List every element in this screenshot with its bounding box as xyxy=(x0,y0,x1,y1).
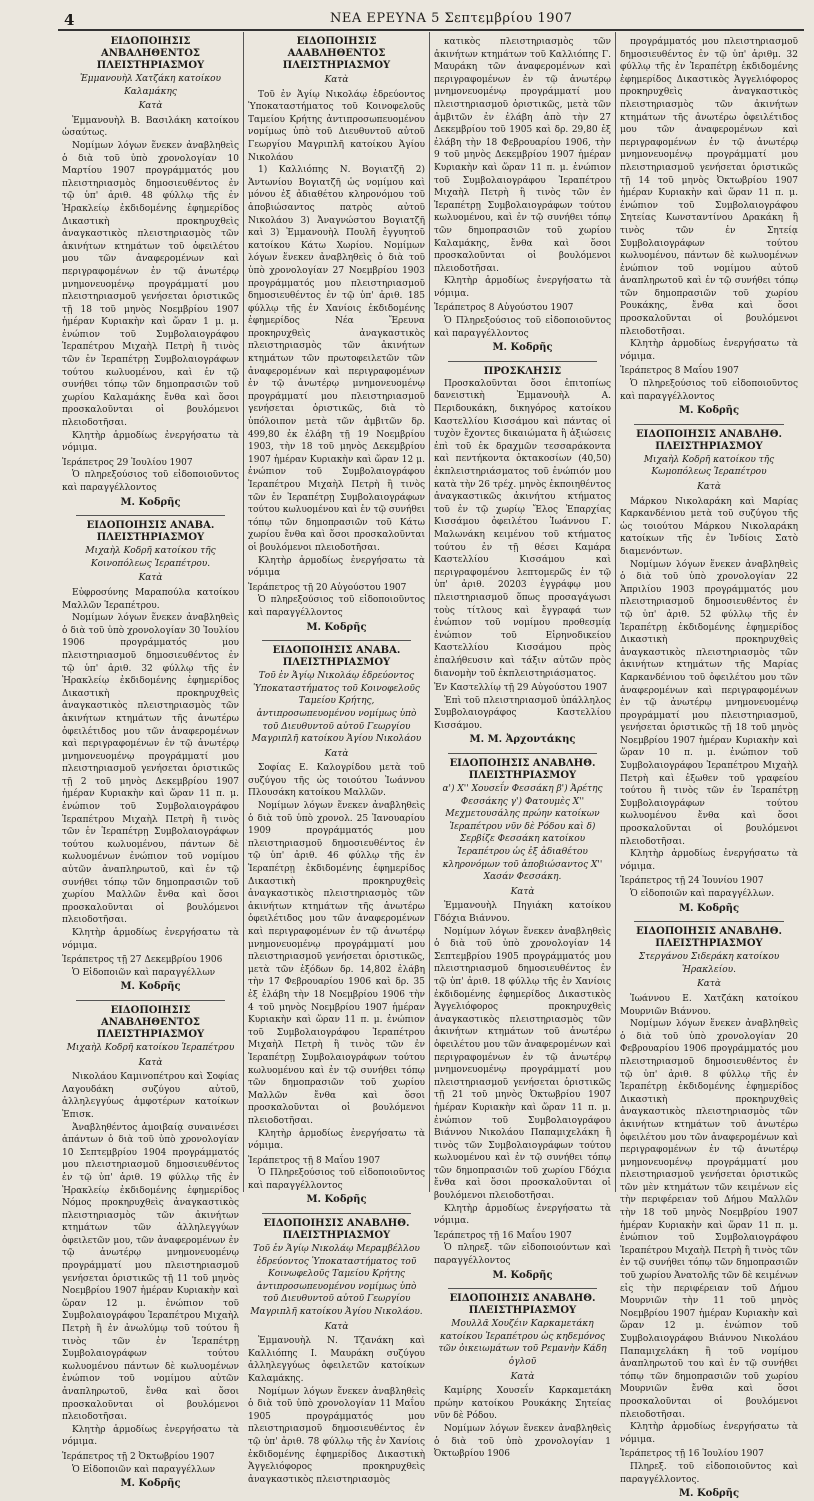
notice-signature: Μ. Κοδρῆς xyxy=(492,1269,553,1281)
notice-closing: Κλητὴρ ἁρμοδίως ἐνεργήσατω τὰ νόμιμα. xyxy=(434,1203,611,1227)
notice xyxy=(248,645,425,1207)
notice-title: ΕΙΔΟΠΟΙΗΣΙΣ ΑΝΑΒΑ. ΠΛΕΙΣΤΗΡΙΑΣΜΟΥ xyxy=(86,520,215,544)
notice-title: ΕΙΔΟΠΟΙΗΣΙΣ ΑΝΑΒΛΗΘ. ΠΛΕΙΣΤΗΡΙΑΣΜΟΥ xyxy=(636,926,782,950)
notice-separator xyxy=(448,753,597,754)
notice xyxy=(620,429,798,915)
notice-signature: Μ. Κοδρῆς xyxy=(306,1194,367,1206)
columns-container xyxy=(58,32,804,1500)
notice-date: Ἱεράπετρος τῇ 16 Ἰουλίου 1907 xyxy=(620,1449,764,1460)
notice-signature: Μ. Κοδρῆς xyxy=(678,405,740,417)
notice-attestation: Πληρεξ. τοῦ εἰδοποιοῦντος καὶ παραγγέλλοντος. xyxy=(620,1461,798,1485)
notice-kata: Κατὰ xyxy=(138,573,163,584)
masthead: ΝΕΑ ΕΡΕΥΝΑ 5 Σεπτεμβρίου 1907 xyxy=(330,11,573,26)
page-number: 4 xyxy=(64,11,75,29)
notice-closing: Κλητὴρ ἁρμοδίως ἐνεργήσατω τὰ νόμιμα. xyxy=(620,849,798,872)
notice-attestation: Ὁ εἰδοποιῶν καὶ παραγγέλλων. xyxy=(630,889,775,899)
notice-party: Ἐμμανουὴλ Πηγιάκη κατοίκου Γδόχια Βιάννου. xyxy=(434,901,611,924)
notice-body: Νομίμων λόγων ἕνεκεν ἀναβληθεὶς ὁ διὰ τοῦ ὑπὸ χρονολογίαν 11 Μαΐου 1905 προγράμματός μου πλειστηριασμοῦ δημοσιευθέντος ἐν τῷ ὑπ' ἀριθ. 78 φύλλῳ τῆς ἐν Χανίοις ἐκδιδομένης ἐφημερίδος Δικαστικὴ Ἀγγελιόφορος προκηρυχθεὶς ἀναγκαστικὸς πλειστηριασμὸς xyxy=(248,1386,425,1485)
notice-subtitle: Τοῦ ἐν Ἁγίῳ Νικολάῳ Μεραμβέλλου ἑδρεύοντος Ὑποκαταστήματος τοῦ Κοινωφελοῦς Ταμείου Κρήτης ἀντιπροσωπευομένου νομίμως ὑπὸ τοῦ Διευθυντοῦ αὐτοῦ Γεωργίου Μαγριπλῆ κατοίκου Ἁγίου Νικολάου. xyxy=(250,1244,423,1318)
notice-kata: Κατὰ xyxy=(324,75,349,85)
notice-body: κατικὸς πλειστηριασμὸς τῶν ἀκινήτων κτημάτων τοῦ Καλλιόπης Γ. Μαυράκη τῶν ἀναφερομένων καὶ περιγραφομένων ἐν τῷ ἀνωτέρῳ μνημονευομένῳ προγράμματί μου πλειστηριασμοῦ ὁριστικῶς, μετὰ τῶν ἀμβιτῶν ἐν ἐλάβη ἀπὸ τὴν 27 Δεκεμβρίου τοῦ 1905 καὶ δρ. 29,80 ἐξ ἐλάβη τὴν 18 Φεβρουαρίου 1906, τὴν 9 τοῦ μηνὸς Δεκεμβρίου 1907 ἡμέραν Κυριακὴν καὶ ὥραν 11 π. μ. ἐνώπιον τοῦ Συμβολαιογράφου Ἱεραπέτρου Μιχαὴλ Πετρὴ ἢ τινὸς τῶν ἐν Ἱεραπέτρῃ Συμβολαιογράφων τούτου κωλυομένου, καὶ ἐν τῷ συνήθει τόπῳ τῶν δημοπρασιῶν τοῦ χωρίου Καλαμάκης, ἔνθα καὶ ὅσοι προσκαλοῦνται οἱ βουλόμενοι πλειοδοτῆσαι. xyxy=(434,37,611,274)
notice-signature: Μ. Κοδρῆς xyxy=(492,342,553,354)
notice-closing: Κλητὴρ ἁρμοδίως ἐνεργήσατω τὰ νόμιμα xyxy=(248,555,425,579)
notice-closing: Κλητὴρ ἁρμοδίως ἐνεργήσατω τὰ νόμιμα. xyxy=(620,339,798,362)
notice-party: Ἐμμανουὴλ Ν. Τζανάκη καὶ Καλλιόπης Ι. Μαυράκη συζύγου ἀλληλεγγύως ὀφειλετῶν κατοίκων Καλαμάκης. xyxy=(248,1336,425,1384)
notice-date: Ἱεράπετρος τῇ 16 Μαΐου 1907 xyxy=(434,1230,572,1241)
notice-body: Νομίμων λόγων ἕνεκεν ἀναβληθεὶς ὁ διὰ τοῦ ὑπὸ χρονολ. 25 Ἰανουαρίου 1909 προγράμματός μου πλειστηριασμοῦ δημοσιευθέντος ἐν τῷ ὑπ' ἀριθ. 46 φύλλῳ τῆς ἐν Ἱεραπέτρῃ ἐκδιδομένης ἐφημερίδος Δικαστικὴ προκηρυχθεὶς ἀναγκαστικὸς πλειστηριασμὸς τῶν ἀκινήτων κτημάτων τῆς ἀνωτέρω ὀφειλέτιδος μου τῶν ἀναφερομένων καὶ περιγραφομένων ἐν τῷ ἀνωτέρῳ μνημονευομένῳ προγράμματί μου πλειστηριασμοῦ γενήσεται ὁριστικῶς, μετὰ τῶν ἐξόδων δρ. 14,802 ἐλάβη τὴν 17 Φεβρουαρίου 1906 καὶ δρ. 35 ἐξ ἐλάβη τὴν 18 Νοεμβρίου 1906 τὴν 4 τοῦ μηνὸς Νοεμβρίου 1907 ἡμέραν Κυριακὴν καὶ ὥραν 11 π. μ. ἐνώπιον τοῦ Συμβολαιογράφου Ἱεραπέτρου Μιχαὴλ Πετρὴ ἢ τινὸς τῶν ἐν Ἱεραπέτρῃ Συμβολαιογράφων τούτου κωλυομένου καὶ ἐν τῷ συνήθει τόπῳ τῶν δημοπρασιῶν τοῦ χωρίου Μαλλῶν ἔνθα καὶ ὅσοι προσκαλοῦνται οἱ βουλόμενοι πλειοδοτῆσαι. xyxy=(248,801,425,1126)
notice xyxy=(62,1005,239,1491)
notice-date: Ἱεράπετρος 8 Αὐγούστου 1907 xyxy=(434,303,574,314)
notice-body: Νομίμων λόγων ἕνεκεν ἀναβληθεὶς ὁ διὰ τοῦ ὑπὸ χρονολογίαν 14 Σεπτεμβρίου 1905 προγράμματός μου πλειστηριασμοῦ δημοσιευθέντος ἐν τῷ ὑπ' ἀριθ. 18 φύλλῳ τῆς ἐν Χανίοις ἐκδιδομένης ἐφημερίδος Δικαστικὸς Ἀγγελιόφορος προκηρυχθεὶς ἀναγκαστικὸς πλειστηριασμὸς τῶν ἀκινήτων κτημάτων τοῦ ἀνωτέρω ὀφειλέτου μου τῶν ἀναφερομένων καὶ περιγραφομένων ἐν τῷ ἀνωτέρῳ μνημονευομένῳ προγράμματί μου πλειστηριασμοῦ γενήσεται ὁριστικῶς τῇ 21 τοῦ μηνὸς Ὀκτωβρίου 1907 ἡμέραν Κυριακὴν καὶ ὥραν 11 π. μ. ἐνώπιον τοῦ Συμβολαιογράφου Βιάννου Νικολάου Παπαμιχελάκη ἢ τινὸς τῶν Συμβολαιογράφων τούτου κωλυομένου καὶ ἐν τῷ συνήθει τόπῳ τῶν δημοπρασιῶν τοῦ χωρίου Γδόχια ἔνθα καὶ ὅσοι προσκαλοῦνται οἱ βουλόμενοι πλειοδοτῆσαι. xyxy=(434,926,611,1202)
notice-party: Μάρκου Νικολαράκη καὶ Μαρίας Καρκανδένιου μετὰ τοῦ συζύγου τῆς ὡς τοιούτου Μάρκου Νικολαράκη κατοίκων τῆς ἐν Ἰνδίοις Σατὸ διαμενόντων. xyxy=(620,496,798,557)
notice-separator xyxy=(262,640,411,641)
notice xyxy=(434,1293,611,1461)
notice-date: Ἱεράπετρος 29 Ἰουλίου 1907 xyxy=(62,457,193,468)
notice-signature: Μ. Μ. Ἀρχοντάκης xyxy=(469,734,576,746)
notice xyxy=(248,36,425,634)
notice-title: ΠΡΟΣΚΛΗΣΙΣ xyxy=(483,365,562,377)
notice-title: ΕΙΔΟΠΟΙΗΣΙΣ ΑΝΑΒΛΗΘ. ΠΛΕΙΣΤΗΡΙΑΣΜΟΥ xyxy=(263,1218,410,1242)
notice-attestation: Ὁ πληρεξούσιος τοῦ εἰδοποιοῦντος καὶ παραγγέλλοντος xyxy=(62,470,239,493)
notice-kata: Κατὰ xyxy=(324,748,349,759)
notice-closing: Κλητὴρ ἁρμοδίως ἐνεργήσατω τὰ νόμιμα. xyxy=(434,276,611,299)
notice-subtitle: α') Χ'' Χουσεΐν Φεσσάκη β') Ἀρέτης Φεσσάκης γ') Φατουμὲς Χ'' Μεχμετουσάλης πρώην κατοίκων Ἱεραπέτρου νῦν δὲ Ρόδου καὶ δ) Σερβίζε Φεσσάκη κατοίκου Ἱεραπέτρου ὡς ἐξ ἀδιαθέτου κληρονόμων τοῦ ἀποβιώσαντος Χ'' Χασάν Φεσσάκη. xyxy=(442,784,603,883)
notice-attestation: Ὁ πληρεξ. τῶν εἰδοποιούντων καὶ παραγγέλλοντος xyxy=(434,1243,611,1267)
notice-signature: Μ. Κοδρῆς xyxy=(306,621,367,633)
notice-party: Καμίρης Χουσεΐν Καρκαμετάκη πρώην κατοίκου Ρουκάκης Σητείας νῦν δὲ Ρόδου. xyxy=(434,1386,611,1422)
notice-title: ΕΙΔΟΠΟΙΗΣΙΣ ΑΝΑΒΑ. ΠΛΕΙΣΤΗΡΙΑΣΜΟΥ xyxy=(272,645,401,669)
notice-date: Ἐν Καστελλίῳ τῇ 29 Αὐγούστου 1907 xyxy=(434,683,608,694)
notice-closing: Κλητὴρ ἁρμοδίως ἐνεργήσατω τὰ νόμιμα. xyxy=(62,430,239,454)
notice-kata: Κατὰ xyxy=(697,979,721,990)
notice-body: Νομίμων λόγων ἕνεκεν ἀναβληθεὶς ὁ διὰ τοῦ ὑπὸ χρονολογίαν 10 Μαρτίου 1907 προγράμματός μου πλειστηριασμὸς δημοσιευθέντος ἐν τῷ ὑπ' ἀριθ. 48 φύλλῳ τῆς ἐν Ἡρακλείῳ ἐκδιδομένης ἐφημερίδος Δικαστικὴ προκηρυχθεὶς ἀναγκαστικὸς πλειστηριασμὸς τῶν ἀκινήτων κτημάτων τοῦ ὀφειλέτου μου τῶν ἀναφερομένων καὶ περιγραφομένων ἐν τῷ ἀνωτέρῳ μνημονευομένῳ προγράμματί μου πλειστηριασμοῦ γενήσεται ὁριστικῶς τῇ 18 τοῦ μηνὸς Νοεμβρίου 1907 ἡμέραν Κυριακὴν καὶ ὥραν 1 μ. μ. ἐνώπιον τοῦ Συμβολαιογράφου Ἱεραπέτρου Μιχαὴλ Πετρὴ ἢ τινὸς τῶν ἐν Ἱεραπέτρῃ Συμβολαιογράφων τούτου κωλυομένου, καὶ ἐν τῷ συνήθει τόπῳ τῶν δημοπρασιῶν τοῦ χωρίου Καλαμάκης ἔνθα καὶ ὅσοι προσκαλοῦνται οἱ βουλόμενοι πλειοδοτῆσαι. xyxy=(62,140,239,429)
notice-attestation: Ὁ Εἰδοποιῶν καὶ παραγγέλλων xyxy=(72,967,216,978)
column-2 xyxy=(244,32,430,1485)
notice xyxy=(620,926,798,1501)
notice-signature: Μ. Κοδρῆς xyxy=(678,1488,740,1500)
notice-party: Νικολάου Καμινοπέτρου καὶ Σοφίας Λαγουδάκη συζύγου αὐτοῦ, ἀλληλεγγύως ἀμφοτέρων κατοίκων Ἐπισκ. xyxy=(62,1072,239,1120)
notice xyxy=(434,758,611,1282)
notice-attestation: Ἐπὶ τοῦ πλειστηριασμοῦ ὑπάλληλος Συμβολαιογράφος Καστελλίου Κισσάμου. xyxy=(434,695,611,731)
notice-signature: Μ. Κοδρῆς xyxy=(120,496,181,508)
notice-subtitle: Στεργάνου Σιδεράκη κατοίκου Ἡρακλείου. xyxy=(638,952,780,975)
notice xyxy=(620,36,798,418)
notice-party: Τοῦ ἐν Ἁγίῳ Νικολάῳ ἑδρεύοντος Ὑποκαταστήματος τοῦ Κοινοφελοῦς Ταμείου Κρήτης ἀντιπροσωπευομένου νομίμως ὑπὸ τοῦ Διευθυντοῦ αὐτοῦ Γεωργίου Μαγριπλῆ κατοίκου Ἁγίου Νικολάου xyxy=(248,89,425,163)
notice-kata: Κατὰ xyxy=(138,1057,163,1068)
notice-subtitle: Μιχαὴλ Κοδρῆ κατοίκου τῆς Κοινοπόλεως Ἱεραπέτρου. xyxy=(85,546,216,569)
notice-title: ΕΙΔΟΠΟΙΗΣΙΣ ΑΝΑΒΛΗΘΕΝΤΟΣ ΠΛΕΙΣΤΗΡΙΑΣΜΟΥ xyxy=(96,1004,205,1040)
notice-body: Νομίμων λόγων ἕνεκεν ἀναβληθεὶς ὁ διὰ τοῦ ὑπὸ χρονολογίαν 30 Ἰουλίου 1906 προγράμματός μου πλειστηριασμοῦ δημοσιευθέντος ἐν τῷ ὑπ' ἀριθ. 32 φύλλῳ τῆς ἐν Ἡρακλείῳ ἐκδιδομένης ἐφημερίδος Δικαστικὴ προκηρυχθεὶς ἀναγκαστικὸς πλειστηριασμὸς τῶν ἀκινήτων κτημάτων τῆς ἀνωτέρω ὀφειλέτιδος μου τῶν ἀναφερομένων καὶ περιγραφομένων ἐν τῷ ἀνωτέρῳ μνημονευομένῳ προγράμματί μου πλειστηριασμοῦ γενήσεται ὁριστικῶς τῇ 2 τοῦ μηνὸς Δεκεμβρίου 1907 ἡμέραν Κυριακὴν καὶ ὥραν 11 π. μ. ἐνώπιον τοῦ Συμβολαιογράφου Ἱεραπέτρου Μιχαὴλ Πετρὴ ἢ τινὸς τῶν ἐν Ἱεραπέτρῃ Συμβολαιογράφων τούτου κωλυομένου, πάντων δὲ κωλυομένων ἐνώπιον τοῦ νομίμου αὐτῶν ἀναπληρωτοῦ, καὶ ἐν τῷ συνήθει τόπῳ τῶν δημοπρασιῶν τοῦ χωρίου Μαλλῶν ἔνθα καὶ ὅσοι προσκαλοῦνται οἱ βουλόμενοι πλειοδοτῆσαι. xyxy=(62,613,239,926)
notice-date: Ἱεράπετρος τῇ 8 Μαΐου 1907 xyxy=(248,1155,381,1166)
notice-kata: Κατὰ xyxy=(510,886,535,897)
notice-subtitle: Ἐμμανουὴλ Χατζάκη κατοίκου Καλαμάκης xyxy=(79,74,222,97)
notice-attestation: Ὁ Πληρεξούσιος τοῦ εἰδοποιοῦντος καὶ παραγγέλλοντος xyxy=(248,1168,425,1191)
notice-body: Νομίμων λόγων ἕνεκεν ἀναβληθεὶς ὁ διὰ τοῦ ὑπὸ χρονολογίαν 1 Ὀκτωβρίου 1906 xyxy=(434,1423,611,1460)
notice xyxy=(248,1218,425,1486)
notice-separator xyxy=(448,1288,597,1289)
notice-attestation: Ὁ Εἰδοποιῶν καὶ παραγγέλλων xyxy=(72,1464,216,1475)
notice-date: Ἱεράπετρος τῇ 27 Δεκεμβρίου 1906 xyxy=(62,955,223,966)
column-1 xyxy=(58,32,244,1490)
notice-title: ΕΙΔΟΠΟΙΗΣΙΣ ΑΑΑΒΛΗΘΕΝΤΟΣ ΠΛΕΙΣΤΗΡΙΑΣΜΟΥ xyxy=(282,36,391,71)
notice-closing: Κλητὴρ ἁρμοδίως ἐνεργήσατω τὰ νόμιμα. xyxy=(620,1422,798,1445)
notice-party: Ἰωάννου Ε. Χατζάκη κατοίκου Μουρνιῶν Βιάννου. xyxy=(620,993,798,1017)
notice-body: Νομίμων λόγων ἕνεκεν ἀναβληθεὶς ὁ διὰ τοῦ ὑπὸ χρονολογίαν 20 Φεβρουαρίου 1906 προγράμματός μου πλειστηριασμοῦ δημοσιευθέντος ἐν τῷ ὑπ' ἀριθ. 8 φύλλῳ τῆς ἐν Ἱεραπέτρῃ ἐκδιδομένης ἐφημερίδος Δικαστικὴ προκηρυχθεὶς ἀναγκαστικὸς πλειστηριασμὸς τῶν ἀκινήτων κτημάτων τοῦ ἀνωτέρω ὀφειλέτου μου τῶν ἀναφερομένων καὶ περιγραφομένων ἐν τῷ ἀνωτέρῳ μνημονευομένῳ προγράμματί μου πλειστηριασμοῦ γενήσεται ὁριστικῶς τῶν μὲν κτημάτων τῶν κειμένων εἰς τὴν περιφέρειαν τοῦ Δήμου Μαλλῶν τὴν 18 τοῦ μηνὸς Νοεμβρίου 1907 ἡμέραν Κυριακὴν καὶ ὥραν 11 π. μ. ἐνώπιον τοῦ Συμβολαιογράφου Ἱεραπέτρου Μιχαὴλ Πετρὴ ἢ τινὸς τῶν ἐν τῷ συνήθει τόπῳ τῶν δημοπρασιῶν τοῦ χωρίου Ἀνατολῆς τῶν δὲ κειμένων εἰς τὴν περιφέρειαν τοῦ Δήμου Μουρνιῶν τὴν 11 τοῦ μηνὸς Νοεμβρίου 1907 ἡμέραν Κυριακὴν καὶ ὥραν 12 μ. ἐνώπιον τοῦ Συμβολαιογράφου Βιάννου Νικολάου Παπαμιχελάκη ἢ τοῦ νομίμου ἀναπληρωτοῦ του καὶ ἐν τῷ συνήθει τόπῳ τῶν δημοπρασιῶν τοῦ χωρίου Μουρνιῶν ἔνθα καὶ ὅσοι προσκαλοῦνται οἱ βουλόμενοι πλειοδοτῆσαι. xyxy=(620,1019,798,1420)
notice-signature: Μ. Κοδρῆς xyxy=(120,1478,181,1490)
notice-party: Ἐμμανουὴλ Β. Βασιλάκη κατοίκου ὡσαύτως. xyxy=(62,115,239,139)
notice xyxy=(62,520,239,994)
notice-party: Σοφίας Ε. Καλογρίδου μετὰ τοῦ συζύγου τῆς ὡς τοιούτου Ἰωάννου Πλουσάκη κατοίκου Μαλλῶν. xyxy=(248,763,425,799)
notice-body: προγράμματός μου πλειστηριασμοῦ δημοσιευθέντος ἐν τῷ ὑπ' ἀριθμ. 32 φύλλῳ τῆς ἐν Ἱεραπέτρῃ ἐκδιδομένης ἐφημερίδος Δικαστικὸς Ἀγγελιόφορος προκηρυχθεὶς ἀναγκαστικὸς πλειστηριασμὸς τῶν ἀκινήτων κτημάτων τῆς ἀνωτέρω ὀφειλέτιδος μου τῶν ἀναφερομένων καὶ περιγραφομένων ἐν τῷ ἀνωτέρῳ μνημονευομένῳ προγράμματί μου πλειστηριασμοῦ γενήσεται ὁριστικῶς τῇ 14 τοῦ μηνὸς Ὀκτωβρίου 1907 ἡμέραν Κυριακὴν καὶ ὥραν 11 π. μ. ἐνώπιον τοῦ Συμβολαιογράφου Σητείας Κωνσταντίνου Δρακάκη ἢ τινὸς τῶν ἐν Σητείᾳ Συμβολαιογράφων τούτου κωλυομένου, πάντων δὲ κωλυομένων ἐνώπιον τοῦ νομίμου αὐτοῦ ἀναπληρωτοῦ καὶ ἐν τῷ συνήθει τόπῳ τῶν δημοπρασιῶν τοῦ χωρίου Ρουκάκης, ἔνθα καὶ ὅσοι προσκαλοῦνται οἱ βουλόμενοι πλειοδοτῆσαι. xyxy=(620,37,798,337)
notice-kata: Κατὰ xyxy=(510,1371,535,1382)
notice-body: Νομίμων λόγων ἕνεκεν ἀναβληθεὶς ὁ διὰ τοῦ ὑπὸ χρονολογίαν 22 Ἀπριλίου 1903 προγράμματός μου πλειστηριασμοῦ δημοσιευθέντος ἐν τῷ ὑπ' ἀριθ. 52 φύλλῳ τῆς ἐν Ἱεραπέτρῃ ἐκδιδομένης ἐφημερίδος Δικαστικὴ προκηρυχθεὶς ἀναγκαστικὸς πλειστηριασμὸς τῶν ἀκινήτων κτημάτων τῆς Μαρίας Καρκανδένιου τοῦ ὀφειλέτου μου τῶν ἀναφερομένων καὶ περιγραφομένων ἐν τῷ ἀνωτέρῳ μνημονευομένῳ προγράμματί μου πλειστηριασμοῦ, γενήσεται ὁριστικῶς τῇ 18 τοῦ μηνὸς Νοεμβρίου 1907 ἡμέραν Κυριακὴν καὶ ὥραν 10 π. μ. ἐνώπιον τοῦ Συμβολαιογράφου Ἱεραπέτρου Μιχαὴλ Πετρὴ καὶ ἐξωθεν τοῦ γραφείου τούτου ἢ τινὸς τῶν ἐν Ἱεραπέτρῃ Συμβολαιογράφων τούτου κωλυομένου ἔνθα καὶ ὅσοι προσκαλοῦνται οἱ βουλόμενοι πλειοδοτῆσαι. xyxy=(620,559,798,847)
notice-attestation: Ὁ πληρεξούσιος τοῦ εἰδοποιοῦντος καὶ παραγγέλλοντος xyxy=(248,595,425,618)
notice-separator xyxy=(76,515,225,516)
notice-subtitle: Τοῦ ἐν Ἁγίῳ Νικολάῳ ἑδρεύοντος Ὑποκαταστήματος τοῦ Κοινοφελοῦς Ταμείου Κρήτης, ἀντιπροσωπευομένου νομίμως ὑπὸ τοῦ Διευθυντοῦ αὐτοῦ Γεωργίου Μαγριπλῆ κατοίκου Ἁγίου Νικολάου xyxy=(251,671,422,745)
notice-date: Ἱεράπετρος τῇ 2 Ὀκτωβρίου 1907 xyxy=(62,1451,215,1462)
masthead-rule xyxy=(58,29,804,31)
notice-kata: Κατὰ xyxy=(324,1321,349,1332)
notice-subtitle: Μιχαὴλ Κοδρῆ κατοίκου τῆς Κωμοπόλεως Ἱεραπέτρου xyxy=(643,454,775,478)
notice-separator xyxy=(76,1000,225,1001)
notice-closing: Κλητὴρ ἁρμοδίως ἐνεργήσατω τὰ νόμιμα. xyxy=(62,928,239,951)
notice-separator xyxy=(634,921,784,922)
notice-signature: Μ. Κοδρῆς xyxy=(120,981,181,993)
notice xyxy=(434,366,611,747)
notice-kata: Κατὰ xyxy=(138,101,163,112)
notice-party: Εὐφροσύνης Μαραπούλα κατοίκου Μαλλῶν Ἱεραπέτρου. xyxy=(62,587,239,611)
notice-closing: Κλητὴρ ἁρμοδίως ἐνεργήσατω τὰ νόμιμα. xyxy=(248,1128,425,1152)
notice-signature: Μ. Κοδρῆς xyxy=(678,902,740,914)
notice-subtitle: Μιχαὴλ Κοδρῆ κατοίκου Ἱεραπέτρου xyxy=(66,1042,235,1053)
column-4 xyxy=(616,32,802,1500)
notice xyxy=(434,36,611,355)
notice-date: Ἱεράπετρος τῇ 20 Αὐγούστου 1907 xyxy=(248,582,407,593)
notice-title: ΕΙΔΟΠΟΙΗΣΙΣ ΑΝΑΒΛΗΘ. ΠΛΕΙΣΤΗΡΙΑΣΜΟΥ xyxy=(636,428,782,452)
notice-subtitle: Μουλλᾶ Χουζέιν Καρκαμετάκη κατοίκου Ἱεραπέτρου ὡς κηδεμόνος τῶν ὀικειωμάτων τοῦ Ρεμανὴν Κάδη ὀγλοῦ xyxy=(438,1319,607,1367)
notice-separator xyxy=(448,361,597,362)
notice-date: Ἱεράπετρος τῇ 24 Ἰουνίου 1907 xyxy=(620,876,764,887)
column-3 xyxy=(430,32,616,1460)
notice xyxy=(62,36,239,509)
notice-title: ΕΙΔΟΠΟΙΗΣΙΣ ΑΝΒΑΛΗΘΕΝΤΟΣ ΠΛΕΙΣΤΗΡΙΑΣΜΟΥ xyxy=(96,36,205,71)
notice-date: Ἱεράπετρος 8 Μαΐου 1907 xyxy=(620,366,739,377)
notice-separator xyxy=(634,424,784,425)
notice-attestation: Ὁ Πληρεξούσιος τοῦ εἰδοποιοῦντος καὶ παραγγέλλοντος xyxy=(434,316,611,339)
notice-title: ΕΙΔΟΠΟΙΗΣΙΣ ΑΝΑΒΛΗΘ. ΠΛΕΙΣΤΗΡΙΑΣΜΟΥ xyxy=(449,1293,596,1317)
notice-body: Προσκαλοῦνται ὅσοι ἐπιτοπίως δανειστικὴ Ἐμμανουὴλ Α. Περιδουκάκη, δικηγόρος κατοίκου Καστελλίου Κισσάμου καὶ πάντας οἱ τυχὸν ἔχοντες δικαιώματα ἢ ἀξιώσεις ἐπὶ τοῦ ἐκ δραχμῶν τεσσαράκοντα καὶ πεντήκοντα ὀκτακοσίων (40,50) ἐκπλειστηριάσματος τοῦ ἐνώπιόν μου κατὰ τὴν 26 τρέχ. μηνὸς ἐκποιηθέντος ἀναγκαστικῶς ἀκινήτου κτήματος τοῦ ἐν τῷ χωρίῳ Ἔλος Ἐπαρχίας Κισσάμου ὀφειλέτου Ἰωάννου Γ. Μαλωνάκη κειμένου τοῦ κτήματος τούτου ἐν τῇ θέσει Καμάρα Καστελλίου Κισσάμου καὶ περιγραφομένου λεπτομερῶς ἐν τῷ ὑπ' ἀριθ. 20203 ἐγγράφῳ μου πλειστηριασμοῦ ὅπως προσαγάγωσι τοὺς τίτλους καὶ ἔγγραφά των ἐνώπιον τοῦ νομίμου προθεσμίᾳ ἐνώπιον τοῦ Εἰρηνοδικείου Καστελλίου Κισσάμου πρὸς ἐπαλήθευσιν καὶ τάξιν αὐτῶν πρὸς διανομὴν τοῦ ἐκπλειστηριάσματος. xyxy=(434,378,611,679)
notice-separator xyxy=(262,1213,411,1214)
notice-title: ΕΙΔΟΠΟΙΗΣΙΣ ΑΝΑΒΛΗΘ. ΠΛΕΙΣΤΗΡΙΑΣΜΟΥ xyxy=(449,758,596,782)
notice-attestation: Ὁ πληρεξούσιος τοῦ εἰδοποιοῦντος καὶ παραγγέλλοντος xyxy=(620,379,798,402)
notice-body: Ἀναβληθέντος ἀμοιβαίᾳ συναινέσει ἀπάντων ὁ διὰ τοῦ ὑπὸ χρονολογίαν 10 Σεπτεμβρίου 1904 προγράμματός μου πλειστηριασμοῦ δημοσιευθέντος ἐν τῷ ὑπ' ἀριθ. 19 φύλλῳ τῆς ἐν Ἡρακλείῳ ἐκδιδομένης ἐφημερίδος Νόμος προκηρυχθεὶς ἀναγκαστικὸς πλειστηριασμὸς τῶν ἀκινήτων κτημάτων τῶν ἀλληλεγγύων ὀφειλετῶν μου, τῶν ἀναφερομένων ἐν τῷ ἀνωτέρῳ μνημονευομένῳ προγράμματί μου πλειστηριασμοῦ γενήσεται ὁριστικῶς τῇ 11 τοῦ μηνὸς Νοεμβρίου 1907 ἡμέραν Κυριακὴν καὶ ὥραν 12 μ. ἐνώπιον τοῦ Συμβολαιογράφου Ἱεραπέτρου Μιχαὴλ Πετρὴ ἢ ἐν ἀνωλύμῳ τοῦ τούτου ἢ τινὸς τῶν ἐν Ἱεραπέτρῃ Συμβολαιογράφων τούτου κωλυομένου πάντων δὲ κωλυομένων ἐνώπιον τοῦ νομίμου αὐτῶν ἀναπληρωτοῦ, ἔνθα καὶ ὅσοι προσκαλοῦνται οἱ βουλόμενοι πλειοδοτῆσαι. xyxy=(62,1122,239,1423)
notice-closing: Κλητὴρ ἁρμοδίως ἐνεργήσατω τὰ νόμιμα. xyxy=(62,1424,239,1448)
notice-body: 1) Καλλιόπης Ν. Βογιατζῆ 2) Ἀντωνίου Βογιατζῆ ὡς νομίμου καὶ μόνου ἐξ ἀδιαθέτου κληρονόμου τοῦ ἀποβιώσαντος πατρὸς αὐτοῦ Νικολάου 3) Ἀναγνώστου Βογιατζῆ καὶ 3) Ἐμμανουὴλ Πουλῆ ἐγγυητοῦ κατοίκου Κάτω Χωρίου. Νομίμων λόγων ἕνεκεν ἀναβληθεὶς ὁ διὰ τοῦ ὑπὸ χρονολογίαν 27 Νοεμβρίου 1903 προγράμματός μου πλειστηριασμοῦ δημοσιευθέντος ἐν τῷ ὑπ' ἀριθ. 185 φύλλῳ τῆς ἐν Χανίοις ἐκδιδομένης ἐφημερίδος Νέα Ἔρευνα προκηρυχθεὶς ἀναγκαστικὸς πλειστηριασμὸς τῶν ἀκινήτων κτημάτων τῶν πρωτοφειλετῶν τῶν ἀναφερομένων καὶ περιγραφομένων ἐν τῷ ἀνωτέρῳ μνημονευομένῳ προγράμματί μου πλειστηριασμοῦ γενήσεται ὁριστικῶς, διὰ τὸ ὑπόλοιπον μετὰ τῶν ἀμβιτῶν δρ. 499,80 ἐκ ἐλάβη τῇ 19 Νοεμβρίου 1903, τὴν 18 τοῦ μηνὸς Δεκεμβρίου 1907 ἡμέραν Κυριακὴν καὶ ὥραν 12 μ. ἐνώπιον τοῦ Συμβολαιογράφου Ἱεραπέτρου Μιχαὴλ Πετρὴ ἢ τινὸς τῶν ἐν Ἱεραπέτρῃ Συμβολαιογράφων τούτου κωλυομένου καὶ ἐν τῷ συνήθει τόπῳ τῶν δημοπρασιῶν τοῦ Κάτω χωρίου ἔνθα καὶ ὅσοι προσκαλοῦνται οἱ βουλόμενοι πλειοδοτῆσαι. xyxy=(248,165,425,553)
notice-kata: Κατὰ xyxy=(697,482,721,492)
